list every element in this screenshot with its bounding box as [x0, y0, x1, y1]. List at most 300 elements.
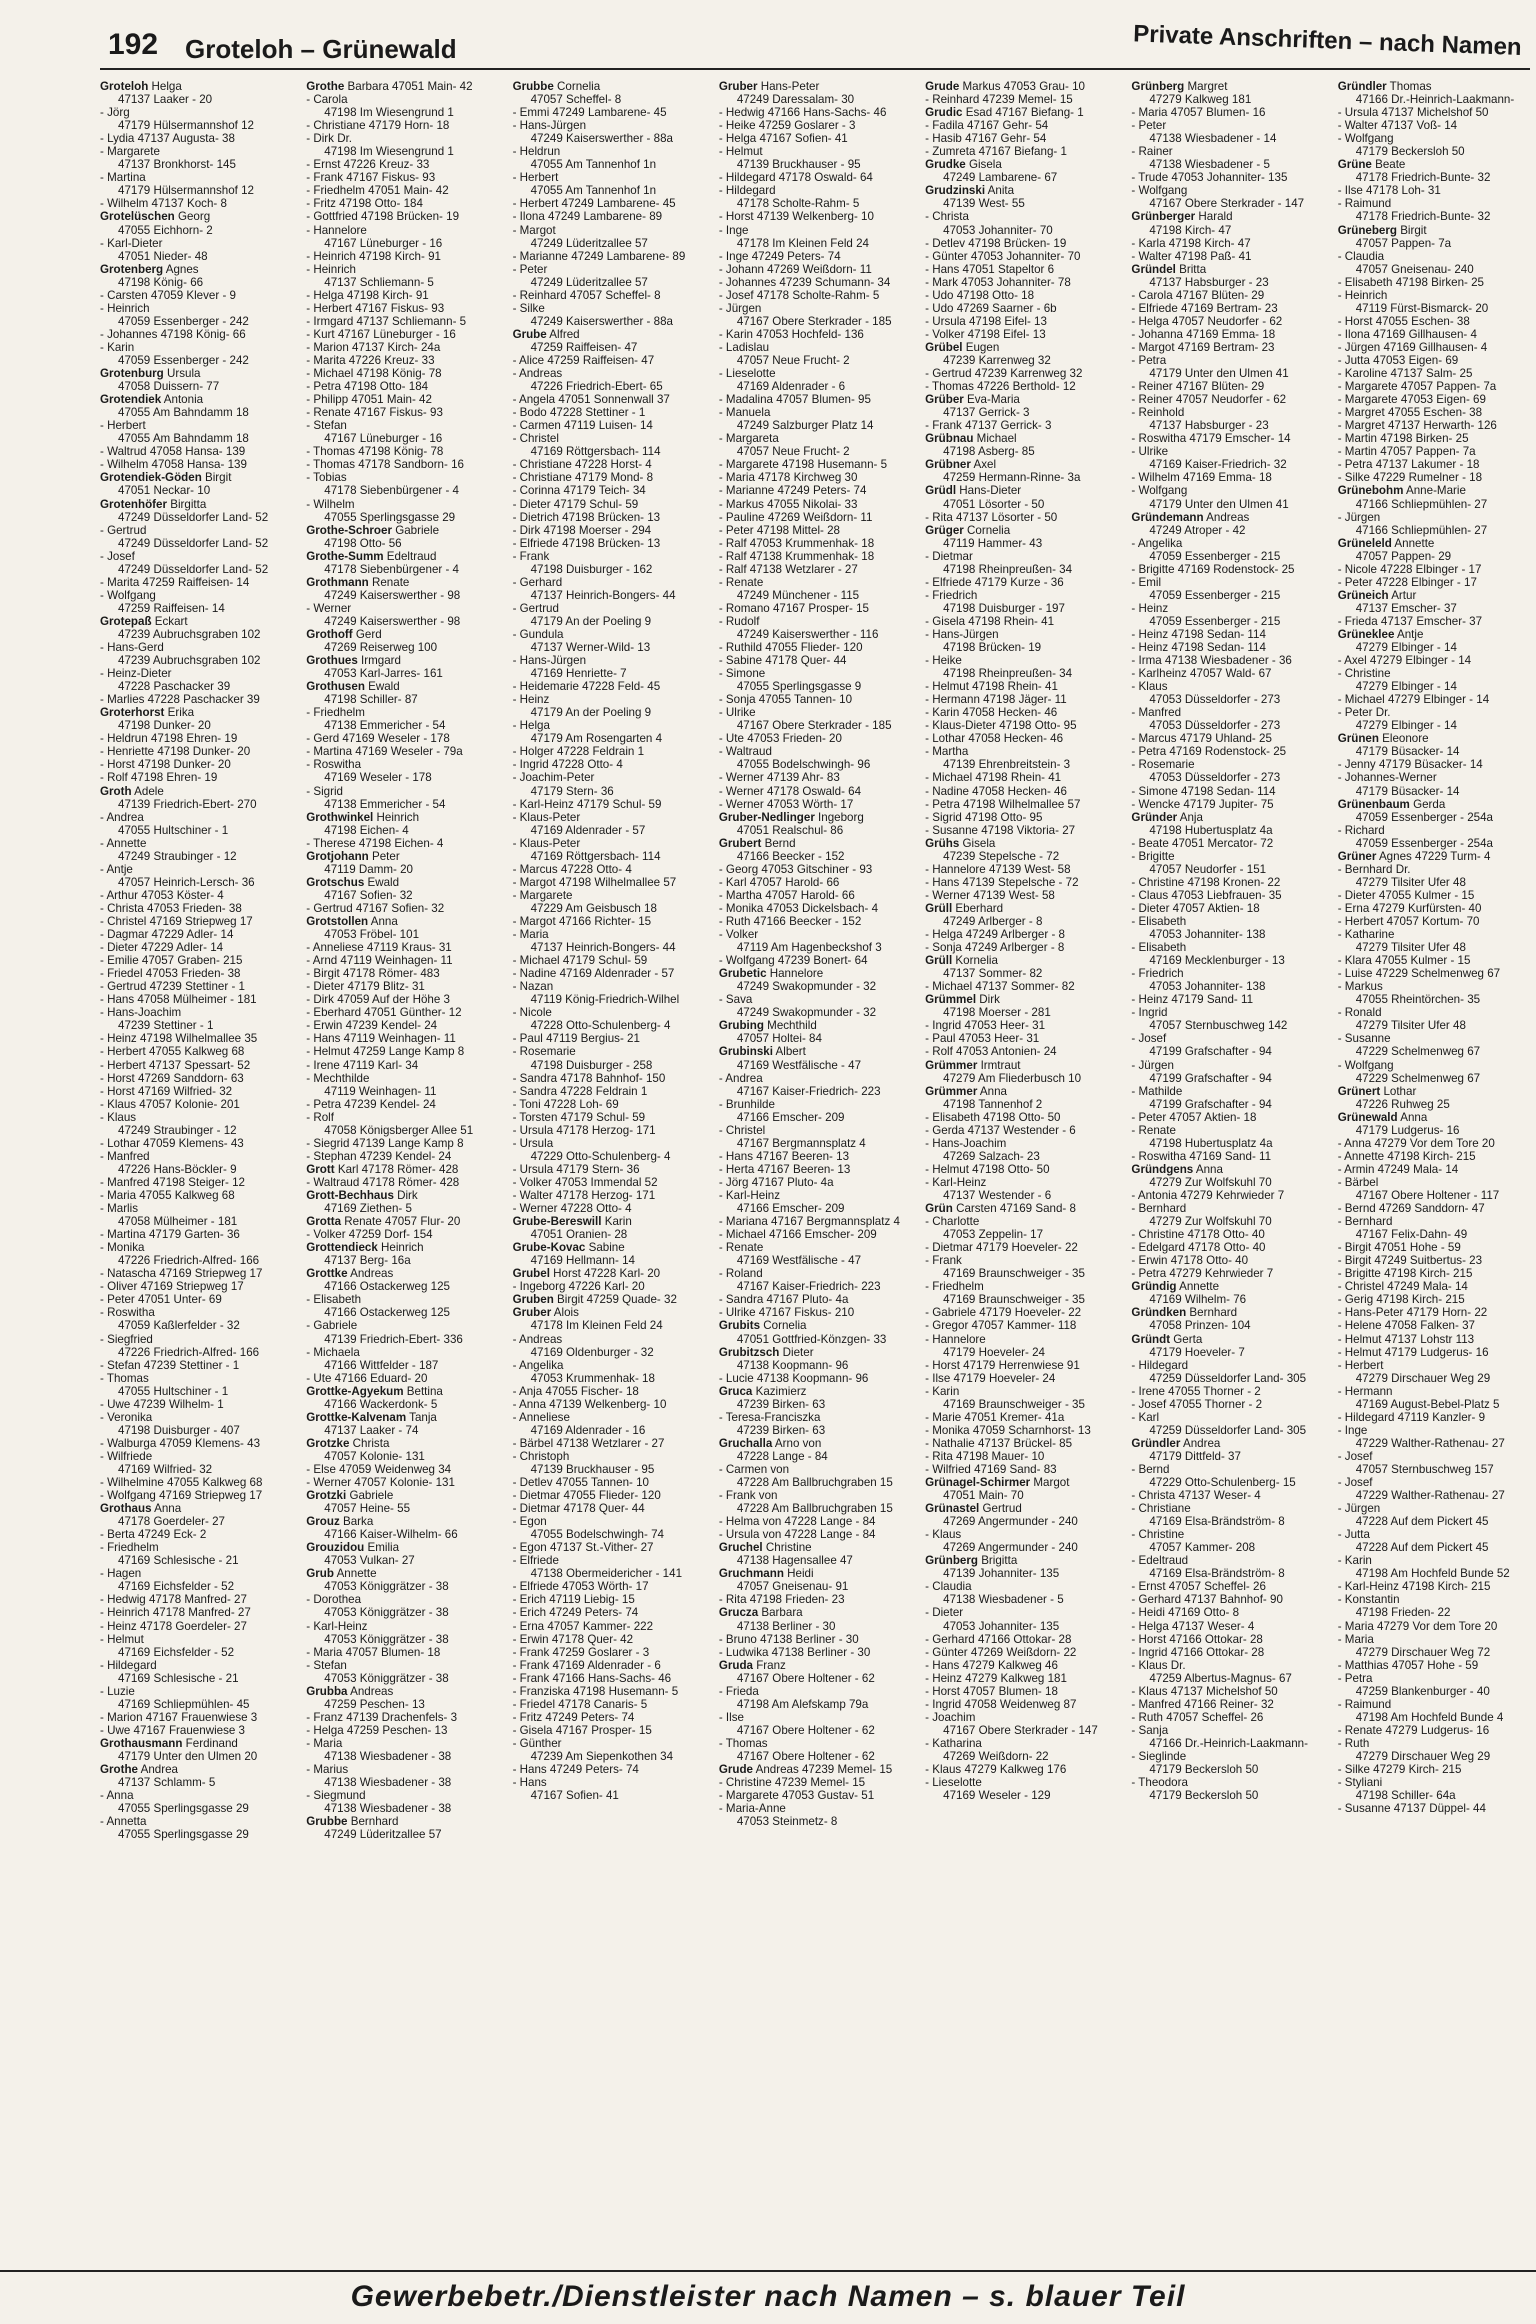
directory-entry: 47179 Unter den Ulmen 41	[1149, 497, 1289, 511]
directory-entry: - Jürgen 47169 Gillhausen- 4	[1337, 340, 1488, 354]
directory-entry: 47279 Zur Wolfskuhl 70	[1149, 1175, 1272, 1189]
directory-entry: - Monika	[100, 1241, 145, 1255]
directory-entry: - Günter 47053 Johanniter- 70	[925, 249, 1081, 263]
directory-entry: 47057 Kolonie- 131	[324, 1449, 425, 1463]
directory-entry: - Elfriede 47053 Wörth- 17	[512, 1580, 649, 1594]
directory-entry: - Friedrich	[925, 588, 978, 602]
directory-entry: 47138 Emmericher - 54	[324, 719, 446, 733]
directory-entry: - Bärbel 47138 Wetzlarer - 27	[512, 1436, 665, 1450]
directory-entry: - Armin 47249 Mala- 14	[1337, 1162, 1459, 1176]
directory-entry: - Karl-Heinz	[306, 1619, 368, 1633]
directory-entry: Grotstollen Anna	[306, 915, 398, 928]
directory-entry: 47279 Kalkweg 181	[1149, 93, 1252, 107]
directory-entry: - Werner 47057 Kolonie- 131	[306, 1476, 455, 1490]
directory-entry: Grüll Eberhard	[925, 901, 1004, 915]
directory-entry: - Dagmar 47229 Adler- 14	[100, 928, 234, 942]
directory-entry: 47179 An der Poeling 9	[530, 706, 652, 720]
directory-entry: - Emilie 47057 Graben- 215	[100, 954, 243, 968]
directory-entry: 47138 Berliner - 30	[736, 1619, 836, 1633]
directory-entry: - Stefan 47239 Stettiner - 1	[100, 1358, 240, 1372]
directory-entry: - Josef	[1131, 1032, 1167, 1046]
directory-entry: Grucza Barbara	[718, 1606, 803, 1620]
directory-entry: - Ingeborg 47226 Karl- 20	[512, 1280, 645, 1294]
directory-entry: - Ursula 47179 Stern- 36	[512, 1162, 640, 1176]
directory-entry: 47179 Unter den Ulmen 20	[118, 1750, 258, 1763]
directory-entry: - Karl-Heinz 47179 Schul- 59	[512, 797, 662, 811]
column-5	[925, 80, 1117, 2266]
directory-entry: Gründgens Anna	[1131, 1162, 1223, 1176]
directory-entry: 47166 Beecker - 152	[736, 849, 845, 863]
directory-entry: - Erwin 47239 Kendel- 24	[306, 1019, 438, 1033]
directory-entry: - Hannelore	[925, 1332, 986, 1346]
directory-entry: - Christa	[925, 210, 969, 224]
directory-entry: - Gerhard 47166 Ottokar- 28	[925, 1632, 1072, 1646]
directory-entry: 47198 König- 66	[118, 275, 204, 289]
directory-entry: 47249 Daressalam- 30	[736, 93, 855, 107]
directory-entry: - Walter 47178 Herzog- 171	[512, 1188, 656, 1202]
directory-entry: 47166 Emscher- 209	[736, 1202, 845, 1216]
directory-entry: - Heinz-Dieter	[100, 667, 172, 681]
directory-entry: - Claus 47053 Liebfrauen- 35	[1131, 888, 1282, 902]
directory-entry: - Michael 47279 Elbinger - 14	[1337, 693, 1490, 707]
directory-entry: - Gerda 47137 Westender - 6	[925, 1123, 1076, 1137]
directory-entry: 47179 Dittfeld- 37	[1149, 1449, 1241, 1463]
directory-entry: 47279 Tilsiter Ufer 48	[1355, 875, 1466, 889]
directory-entry: 47198 Im Wiesengrund 1	[324, 106, 454, 120]
directory-entry: 47179 Hoeveler- 7	[1149, 1345, 1245, 1359]
directory-entry: 47053 Krummenhak- 18	[530, 1371, 655, 1385]
directory-entry: - Nathalie 47137 Brückel- 85	[925, 1436, 1073, 1450]
directory-entry: - Christel 47249 Mala- 14	[1337, 1280, 1468, 1294]
directory-entry: Grubinski Albert	[718, 1045, 806, 1059]
directory-entry: 47169 August-Bebel-Platz 5	[1355, 1397, 1500, 1411]
directory-entry: - Peter Dr.	[1337, 706, 1391, 720]
directory-entry: Grube-Bereswill Karin	[512, 1215, 632, 1229]
directory-entry: - Raimund	[1337, 1697, 1392, 1711]
directory-entry: - Johannes-Werner	[1337, 771, 1437, 785]
directory-entry: - Roland	[718, 1267, 763, 1281]
directory-entry: - Stefan	[306, 1658, 347, 1672]
directory-entry: - Claudia	[925, 1580, 972, 1594]
directory-entry: 47119 Damm- 20	[324, 862, 413, 876]
directory-entry: - Claudia	[1337, 249, 1385, 263]
directory-entry: 47167 Bergmannsplatz 4	[736, 1136, 866, 1150]
directory-entry: 47055 Am Bahndamm 18	[118, 432, 249, 446]
directory-entry: - Thomas	[100, 1371, 149, 1385]
directory-entry: - Karl	[1131, 1410, 1160, 1424]
directory-entry: - Natascha 47169 Striepweg 17	[100, 1267, 263, 1281]
directory-entry: - Rainer	[1131, 145, 1173, 159]
directory-entry: - Renate 47167 Fiskus- 93	[306, 406, 443, 420]
directory-entry: Gründel Britta	[1131, 262, 1207, 276]
directory-entry: - Reinhard 47239 Memel- 15	[925, 93, 1073, 107]
directory-entry: - Karla 47198 Kirch- 47	[1131, 236, 1251, 250]
directory-entry: 47055 Bodelschwingh- 74	[530, 1528, 664, 1542]
directory-entry: - Frank von	[718, 1489, 778, 1503]
directory-entry: - Klaus	[100, 1110, 137, 1124]
directory-entry: - Arnd 47119 Weinhagen- 11	[306, 954, 453, 968]
directory-entry: - Sonja 47055 Tannen- 10	[718, 693, 853, 707]
directory-entry: - Maria	[512, 928, 549, 942]
directory-entry: - Dietmar 47178 Quer- 44	[512, 1502, 645, 1516]
directory-entry: - Heinz 47279 Kalkweg 181	[925, 1671, 1067, 1685]
directory-entry: - Rolf	[306, 1110, 334, 1124]
directory-entry: - Ruth	[1337, 1736, 1370, 1750]
directory-entry: - Ilse	[718, 1710, 744, 1724]
directory-entry: - Elfriede 47198 Brücken- 13	[512, 536, 661, 550]
directory-entry: 47198 Duisburger - 162	[530, 562, 653, 576]
directory-entry: - Anja 47055 Fischer- 18	[512, 1384, 639, 1398]
directory-entry: 47057 Holtei- 84	[736, 1032, 822, 1046]
directory-entry: - Ernst 47226 Kreuz- 33	[306, 158, 430, 172]
directory-entry: 47198 Am Hochfeld Bunde 4	[1355, 1710, 1504, 1724]
directory-entry: - Gottfried 47198 Brücken- 19	[306, 210, 460, 224]
directory-entry: - Margret 47055 Eschen- 38	[1337, 406, 1483, 420]
directory-entry: - Jutta	[1337, 1528, 1370, 1542]
directory-entry: 47198 Am Alefskamp 79a	[736, 1697, 869, 1711]
directory-entry: Grube Alfred	[512, 327, 580, 341]
directory-entry: Grude Markus 47053 Grau- 10	[925, 80, 1085, 93]
directory-entry: - Marion 47137 Kirch- 24a	[306, 340, 441, 354]
directory-entry: 47166 Schliepmühlen- 27	[1355, 523, 1488, 537]
directory-entry: Grünert Lothar	[1337, 1084, 1417, 1098]
directory-entry: Grothe-Schroer Gabriele	[306, 523, 440, 537]
directory-entry: Grude Andreas 47239 Memel- 15	[718, 1763, 893, 1777]
directory-entry: - Veronika	[100, 1410, 153, 1424]
directory-entry: - Manfred	[1131, 706, 1182, 720]
directory-entry: - Carola	[306, 93, 348, 107]
directory-entry: - Nicole	[512, 1006, 552, 1020]
directory-entry: 47169 Braunschweiger - 35	[943, 1293, 1085, 1307]
directory-entry: - Christiane	[1131, 1502, 1191, 1516]
directory-entry: - Klaus 47057 Kolonie- 201	[100, 1097, 240, 1111]
directory-entry: 47137 Werner-Wild- 13	[530, 641, 651, 655]
directory-entry: - Paul 47119 Bergius- 21	[512, 1032, 640, 1046]
directory-entry: - Toni 47228 Loh- 69	[512, 1097, 619, 1111]
directory-entry: - Erwin 47178 Otto- 40	[1131, 1254, 1249, 1268]
directory-entry: - Ursula 47198 Eifel- 13	[925, 314, 1047, 328]
directory-entry: Grotenberg Agnes	[100, 262, 199, 276]
directory-entry: Groterhorst Erika	[100, 706, 195, 720]
directory-entry: 47119 Weinhagen- 11	[324, 1084, 437, 1098]
directory-entry: - Karl-Heinz	[718, 1188, 781, 1202]
directory-entry: - Renate	[718, 575, 764, 589]
directory-entry: 47058 Königsberger Allee 51	[324, 1123, 474, 1137]
directory-entry: - Heinz 47178 Goerdeler- 27	[100, 1619, 247, 1633]
directory-entry: 47179 Büsacker- 14	[1355, 784, 1460, 798]
directory-entry: - Silke	[512, 301, 545, 315]
directory-entry: - Gerd 47169 Weseler - 178	[306, 732, 450, 746]
directory-entry: - Dietrich 47198 Brücken- 13	[512, 510, 661, 524]
directory-entry: Gruda Franz	[718, 1658, 786, 1672]
directory-entry: - Frank 47166 Hans-Sachs- 46	[512, 1671, 672, 1685]
directory-entry: - Horst 47055 Eschen- 38	[1337, 314, 1470, 328]
directory-entry: - Maria 47279 Vor dem Tore 20	[1337, 1619, 1498, 1633]
directory-entry: - Maria	[306, 1736, 343, 1750]
directory-entry: 47169 Weseler - 178	[324, 771, 432, 785]
directory-entry: 47249 Kaiserswerther - 88a	[530, 132, 673, 146]
directory-entry: - Rolf 47198 Ehren- 19	[100, 771, 218, 785]
directory-entry: - Monika 47059 Scharnhorst- 13	[925, 1423, 1091, 1437]
directory-entry: - Margot 47198 Wilhelmallee 57	[512, 875, 677, 889]
directory-entry: 47055 Sperlingsgasse 29	[118, 1802, 249, 1816]
directory-entry: 47198 Frieden- 22	[1355, 1606, 1451, 1620]
directory-entry: - Karlheinz 47057 Wald- 67	[1131, 667, 1272, 681]
directory-entry: - Dieter	[925, 1606, 964, 1620]
directory-entry: 47169 Wilfried- 32	[118, 1462, 213, 1476]
directory-entry: 47166 Wittfelder - 187	[324, 1358, 439, 1372]
directory-entry: - Annette	[100, 836, 147, 850]
directory-entry: - Ursula	[512, 1136, 554, 1150]
directory-entry: Grotendiek Antonia	[100, 393, 204, 407]
directory-entry: - Walter 47137 Voß- 14	[1337, 119, 1458, 133]
directory-entry: - Marcus 47228 Otto- 4	[512, 862, 632, 876]
directory-entry: - Stephan 47239 Kendel- 24	[306, 1149, 452, 1163]
directory-entry: - Zumreta 47167 Biefang- 1	[925, 145, 1067, 159]
directory-entry: 47055 Sperlingsgasse 29	[324, 510, 456, 524]
directory-entry: - Karin	[925, 1384, 960, 1398]
directory-entry: 47169 Elsa-Brändström- 8	[1149, 1567, 1285, 1581]
directory-entry: 47053 Fröbel- 101	[324, 928, 420, 942]
directory-entry: - Wilfriede	[100, 1449, 153, 1463]
directory-entry: - Karin 47058 Hecken- 46	[925, 706, 1058, 720]
directory-entry: - Rita 47198 Frieden- 23	[718, 1593, 845, 1607]
directory-entry: - Henriette 47198 Dunker- 20	[100, 745, 251, 759]
directory-entry: 47119 Am Hagenbeckshof 3	[736, 941, 882, 955]
directory-entry: - Maria 47055 Kalkweg 68	[100, 1188, 235, 1202]
directory-entry: - Ruth 47166 Beecker - 152	[718, 915, 862, 928]
directory-entry: 47167 Obere Holtener - 117	[1355, 1188, 1500, 1202]
directory-entry: - Thomas 47178 Sandborn- 16	[306, 458, 464, 472]
directory-entry: - Josef	[1337, 1449, 1373, 1463]
directory-entry: - Kurt 47167 Lüneburger - 16	[306, 327, 456, 341]
directory-entry: - Helmut 47179 Ludgerus- 16	[1337, 1345, 1489, 1359]
directory-entry: 47055 Bodelschwingh- 96	[736, 758, 871, 772]
directory-entry: 47249 Lüderitzallee 57	[530, 275, 648, 289]
directory-entry: - Else 47059 Weidenweg 34	[306, 1462, 452, 1476]
directory-entry: - Marlies 47228 Paschacker 39	[100, 693, 260, 707]
directory-entry: 47249 Lüderitzallee 57	[530, 236, 648, 250]
directory-entry: 47051 Nieder- 48	[118, 249, 208, 263]
directory-entry: - Hans-Jürgen	[925, 627, 999, 641]
directory-entry: - Berta 47249 Eck- 2	[100, 1528, 207, 1542]
directory-entry: - Josef 47178 Scholte-Rahm- 5	[718, 288, 880, 302]
directory-entry: - Andrea	[718, 1071, 763, 1085]
directory-entry: - Jürgen	[1131, 1058, 1174, 1072]
directory-entry: - Lothar 47058 Hecken- 46	[925, 732, 1064, 746]
directory-entry: - Helga 47137 Weser- 4	[1131, 1619, 1255, 1633]
column-7	[1338, 80, 1530, 2266]
directory-entry: 47198 Moerser - 281	[943, 1006, 1051, 1020]
directory-entry: - Margarete 47053 Gustav- 51	[718, 1789, 875, 1803]
directory-entry: - Helmut 47137 Lohstr 113	[1337, 1332, 1475, 1346]
directory-entry: 47249 Swakopmunder - 32	[736, 1006, 877, 1020]
directory-entry: - Marita 47226 Kreuz- 33	[306, 353, 435, 367]
directory-entry: Grübner Axel	[925, 458, 997, 472]
directory-entry: - Gisela 47198 Rhein- 41	[925, 614, 1055, 628]
directory-entry: 47137 Bronkhorst- 145	[118, 158, 236, 172]
directory-entry: - Irma 47138 Wiesbadener - 36	[1131, 654, 1292, 668]
directory-entry: - Helga 47057 Neudorfer - 62	[1131, 314, 1283, 328]
directory-entry: - Joachim	[925, 1710, 976, 1724]
directory-entry: 47057 Neue Frucht- 2	[736, 445, 850, 459]
directory-entry: - Hans-Jürgen	[512, 119, 587, 133]
directory-entry: - Margret 47137 Herwarth- 126	[1337, 419, 1497, 433]
directory-entry: - Sabine 47178 Quer- 44	[718, 654, 847, 668]
directory-entry: - Helma von 47228 Lange - 84	[718, 1515, 876, 1529]
directory-entry: - Klaus	[1131, 680, 1168, 694]
directory-entry: - Karin 47053 Hochfeld- 136	[718, 327, 864, 341]
directory-entry: - Ilse 47179 Hoeveler- 24	[925, 1371, 1056, 1385]
directory-entry: 47249 Düsseldorfer Land- 52	[118, 536, 269, 550]
directory-entry: - Holger 47228 Feldrain 1	[512, 745, 645, 759]
directory-entry: 47138 Wiesbadener - 38	[324, 1802, 452, 1816]
page-footer	[0, 2270, 1536, 2322]
directory-entry: - Heidi 47169 Otto- 8	[1131, 1606, 1240, 1620]
directory-entry: - Manfred	[100, 1149, 150, 1163]
directory-entry: - Wolfgang	[1131, 484, 1188, 498]
directory-entry: 47169 Röttgersbach- 114	[530, 849, 661, 863]
directory-entry: 47249 Straubinger - 12	[118, 1123, 237, 1137]
directory-entry: - Günter 47269 Weißdorn- 22	[925, 1645, 1077, 1659]
directory-entry: 47178 Scholte-Rahm- 5	[736, 197, 860, 211]
directory-entry: 47057 Gneisenau- 240	[1355, 262, 1474, 276]
directory-entry: - Klara 47055 Kulmer - 15	[1337, 954, 1471, 968]
directory-entry: - Elfriede 47179 Kurze - 36	[925, 575, 1064, 589]
directory-entry: - Dietmar 47179 Hoeveler- 22	[925, 1241, 1078, 1255]
directory-entry: - Wencke 47179 Jupiter- 75	[1131, 797, 1274, 811]
directory-entry: - Bruno 47138 Berliner - 30	[718, 1632, 859, 1646]
directory-entry: - Emmi 47249 Lambarene- 45	[512, 106, 667, 120]
directory-entry: 47239 Aubruchsgraben 102	[118, 627, 261, 641]
directory-entry: 47053 Düsseldorfer - 273	[1149, 719, 1281, 733]
directory-entry: Grothwinkel Heinrich	[306, 810, 420, 824]
directory-entry: - Klaus	[925, 1528, 962, 1542]
directory-entry: - Heinz 47198 Wilhelmallee 35	[100, 1032, 258, 1046]
directory-entry: Gruchmann Heidi	[718, 1567, 814, 1581]
directory-entry: Gruber Alois	[512, 1306, 579, 1320]
directory-entry: 47169 Henriette- 7	[530, 667, 627, 681]
directory-entry: 47051 Main- 70	[943, 1489, 1024, 1503]
directory-entry: 47269 Salzach- 23	[943, 1149, 1040, 1163]
directory-entry: - Karl-Dieter	[100, 236, 163, 250]
directory-entry: 47137 Habsburger - 23	[1149, 275, 1269, 289]
directory-entry: 47179 Beckersloh 50	[1149, 1789, 1259, 1803]
directory-entry: - Hildegard 47178 Oswald- 64	[718, 171, 873, 185]
directory-entry: 47249 Kaiserswerther - 98	[324, 588, 461, 602]
directory-entry: - Antje	[100, 862, 133, 876]
directory-entry: - Helmut	[718, 145, 763, 159]
directory-entry: 47169 Hellmann- 14	[530, 1254, 635, 1268]
directory-entry: 47198 Rheinpreußen- 34	[943, 562, 1073, 576]
directory-entry: - Bernhard Dr.	[1337, 862, 1411, 876]
directory-entry: - Christel	[512, 432, 559, 446]
directory-entry: - Katharine	[1337, 928, 1395, 942]
directory-entry: - Margarete 47057 Pappen- 7a	[1337, 380, 1497, 394]
directory-entry: 47138 Wiesbadener - 14	[1149, 132, 1277, 146]
directory-entry: - Lucie 47138 Koopmann- 96	[718, 1371, 869, 1385]
directory-entry: - Silke 47229 Rumelner - 18	[1337, 471, 1483, 485]
directory-entry: 47139 West- 55	[943, 197, 1025, 211]
directory-entry: 47279 Zur Wolfskuhl 70	[1149, 1215, 1272, 1229]
directory-entry: - Birgit 47249 Suitbertus- 23	[1337, 1254, 1483, 1268]
column-1	[100, 80, 292, 2266]
directory-entry: 47167 Kaiser-Friedrich- 223	[736, 1084, 881, 1098]
directory-entry: - Silke 47279 Kirch- 215	[1337, 1763, 1462, 1777]
directory-entry: Grüne Beate	[1337, 158, 1406, 172]
directory-entry: 47259 Albertus-Magnus- 67	[1149, 1671, 1292, 1685]
directory-entry: 47198 Im Wiesengrund 1	[324, 145, 454, 159]
directory-entry: 47169 Schliepmühlen- 45	[118, 1697, 250, 1711]
directory-entry: 47229 Schelmenweg 67	[1355, 1071, 1481, 1085]
directory-entry: - Rita 47137 Lösorter - 50	[925, 510, 1058, 524]
directory-entry: - Susanne 47137 Düppel- 44	[1337, 1802, 1486, 1816]
directory-entry: - Herbert	[512, 171, 559, 185]
directory-entry: - Carmen 47119 Luisen- 14	[512, 419, 653, 433]
directory-entry: Grotelüschen Georg	[100, 210, 211, 224]
directory-entry: - Maria 47178 Kirchweg 30	[718, 471, 858, 485]
directory-entry: - Erich 47249 Peters- 74	[512, 1606, 639, 1620]
directory-entry: - Michael 47179 Schul- 59	[512, 954, 648, 968]
directory-entry: 47119 König-Friedrich-Wilhel	[530, 993, 680, 1007]
directory-entry: 47059 Essenberger - 215	[1149, 549, 1281, 563]
directory-entry: 47137 Berg- 16a	[324, 1254, 411, 1268]
directory-entry: - Manfred 47198 Steiger- 12	[100, 1175, 246, 1189]
directory-entry: 47137 Heinrich-Bongers- 44	[530, 941, 676, 955]
directory-entry: - Wilhelm 47137 Koch- 8	[100, 197, 227, 211]
directory-entry: 47166 Ostackerweg 125	[324, 1306, 450, 1320]
directory-entry: 47055 Hultschiner - 1	[118, 823, 229, 837]
directory-entry: - Klaus Dr.	[1131, 1658, 1186, 1672]
directory-entry: 47279 Dirschauer Weg 72	[1355, 1645, 1491, 1659]
directory-entry: - Petra 47239 Kendel- 24	[306, 1097, 436, 1111]
directory-entry: - Ruthild 47055 Flieder- 120	[718, 641, 863, 655]
directory-entry: - Margot	[512, 223, 556, 237]
directory-entry: - Ursula 47178 Herzog- 171	[512, 1123, 656, 1137]
directory-entry: 47169 Braunschweiger - 35	[943, 1397, 1085, 1411]
directory-entry: - Richard	[1337, 823, 1385, 837]
directory-entry: - Heinrich	[1337, 288, 1388, 302]
directory-entry: - Ernst 47057 Scheffel- 26	[1131, 1580, 1266, 1594]
directory-entry: - Uwe 47239 Wilhelm- 1	[100, 1397, 224, 1411]
directory-entry: - Friedhelm	[925, 1280, 984, 1294]
directory-entry: - Ruth 47057 Scheffel- 26	[1131, 1710, 1264, 1724]
directory-entry: - Christa 47053 Frieden- 38	[100, 901, 242, 915]
directory-entry: - Peter	[1131, 119, 1167, 133]
directory-entry: - Ingrid 47058 Weidenweg 87	[925, 1697, 1077, 1711]
directory-entry: Grubits Cornelia	[718, 1319, 807, 1333]
directory-entry: - Peter 47051 Unter- 69	[100, 1293, 222, 1307]
directory-entry: - Bernhard	[1131, 1202, 1187, 1216]
directory-entry: Grüber Eva-Maria	[925, 393, 1020, 407]
directory-entry: 47059 Essenberger - 242	[118, 353, 249, 367]
directory-entry: 47279 Tilsiter Ufer 48	[1355, 1019, 1466, 1033]
directory-entry: - Martha 47057 Harold- 66	[718, 888, 855, 902]
directory-entry: - Brigitte 47198 Kirch- 215	[1337, 1267, 1473, 1281]
directory-entry: 47138 Obermeidericher - 141	[530, 1567, 683, 1581]
directory-entry: - Jörg	[100, 106, 130, 120]
directory-entry: Grotendiek-Göden Birgit	[100, 471, 232, 485]
directory-entry: - Margarete 47053 Eigen- 69	[1337, 393, 1486, 407]
directory-entry: - Ursula von 47228 Lange - 84	[718, 1528, 876, 1542]
directory-entry: Grotenhöfer Birgitta	[100, 497, 207, 511]
directory-entry: - Horst 47198 Dunker- 20	[100, 758, 231, 772]
directory-entry: 47259 Hermann-Rinne- 3a	[943, 471, 1081, 485]
directory-entry: Grünberg Margret	[1131, 80, 1228, 93]
directory-entry: 47137 Heinrich-Bongers- 44	[530, 588, 676, 602]
directory-entry: - Tobias	[306, 471, 347, 485]
directory-entry: - Markus	[1337, 980, 1383, 994]
